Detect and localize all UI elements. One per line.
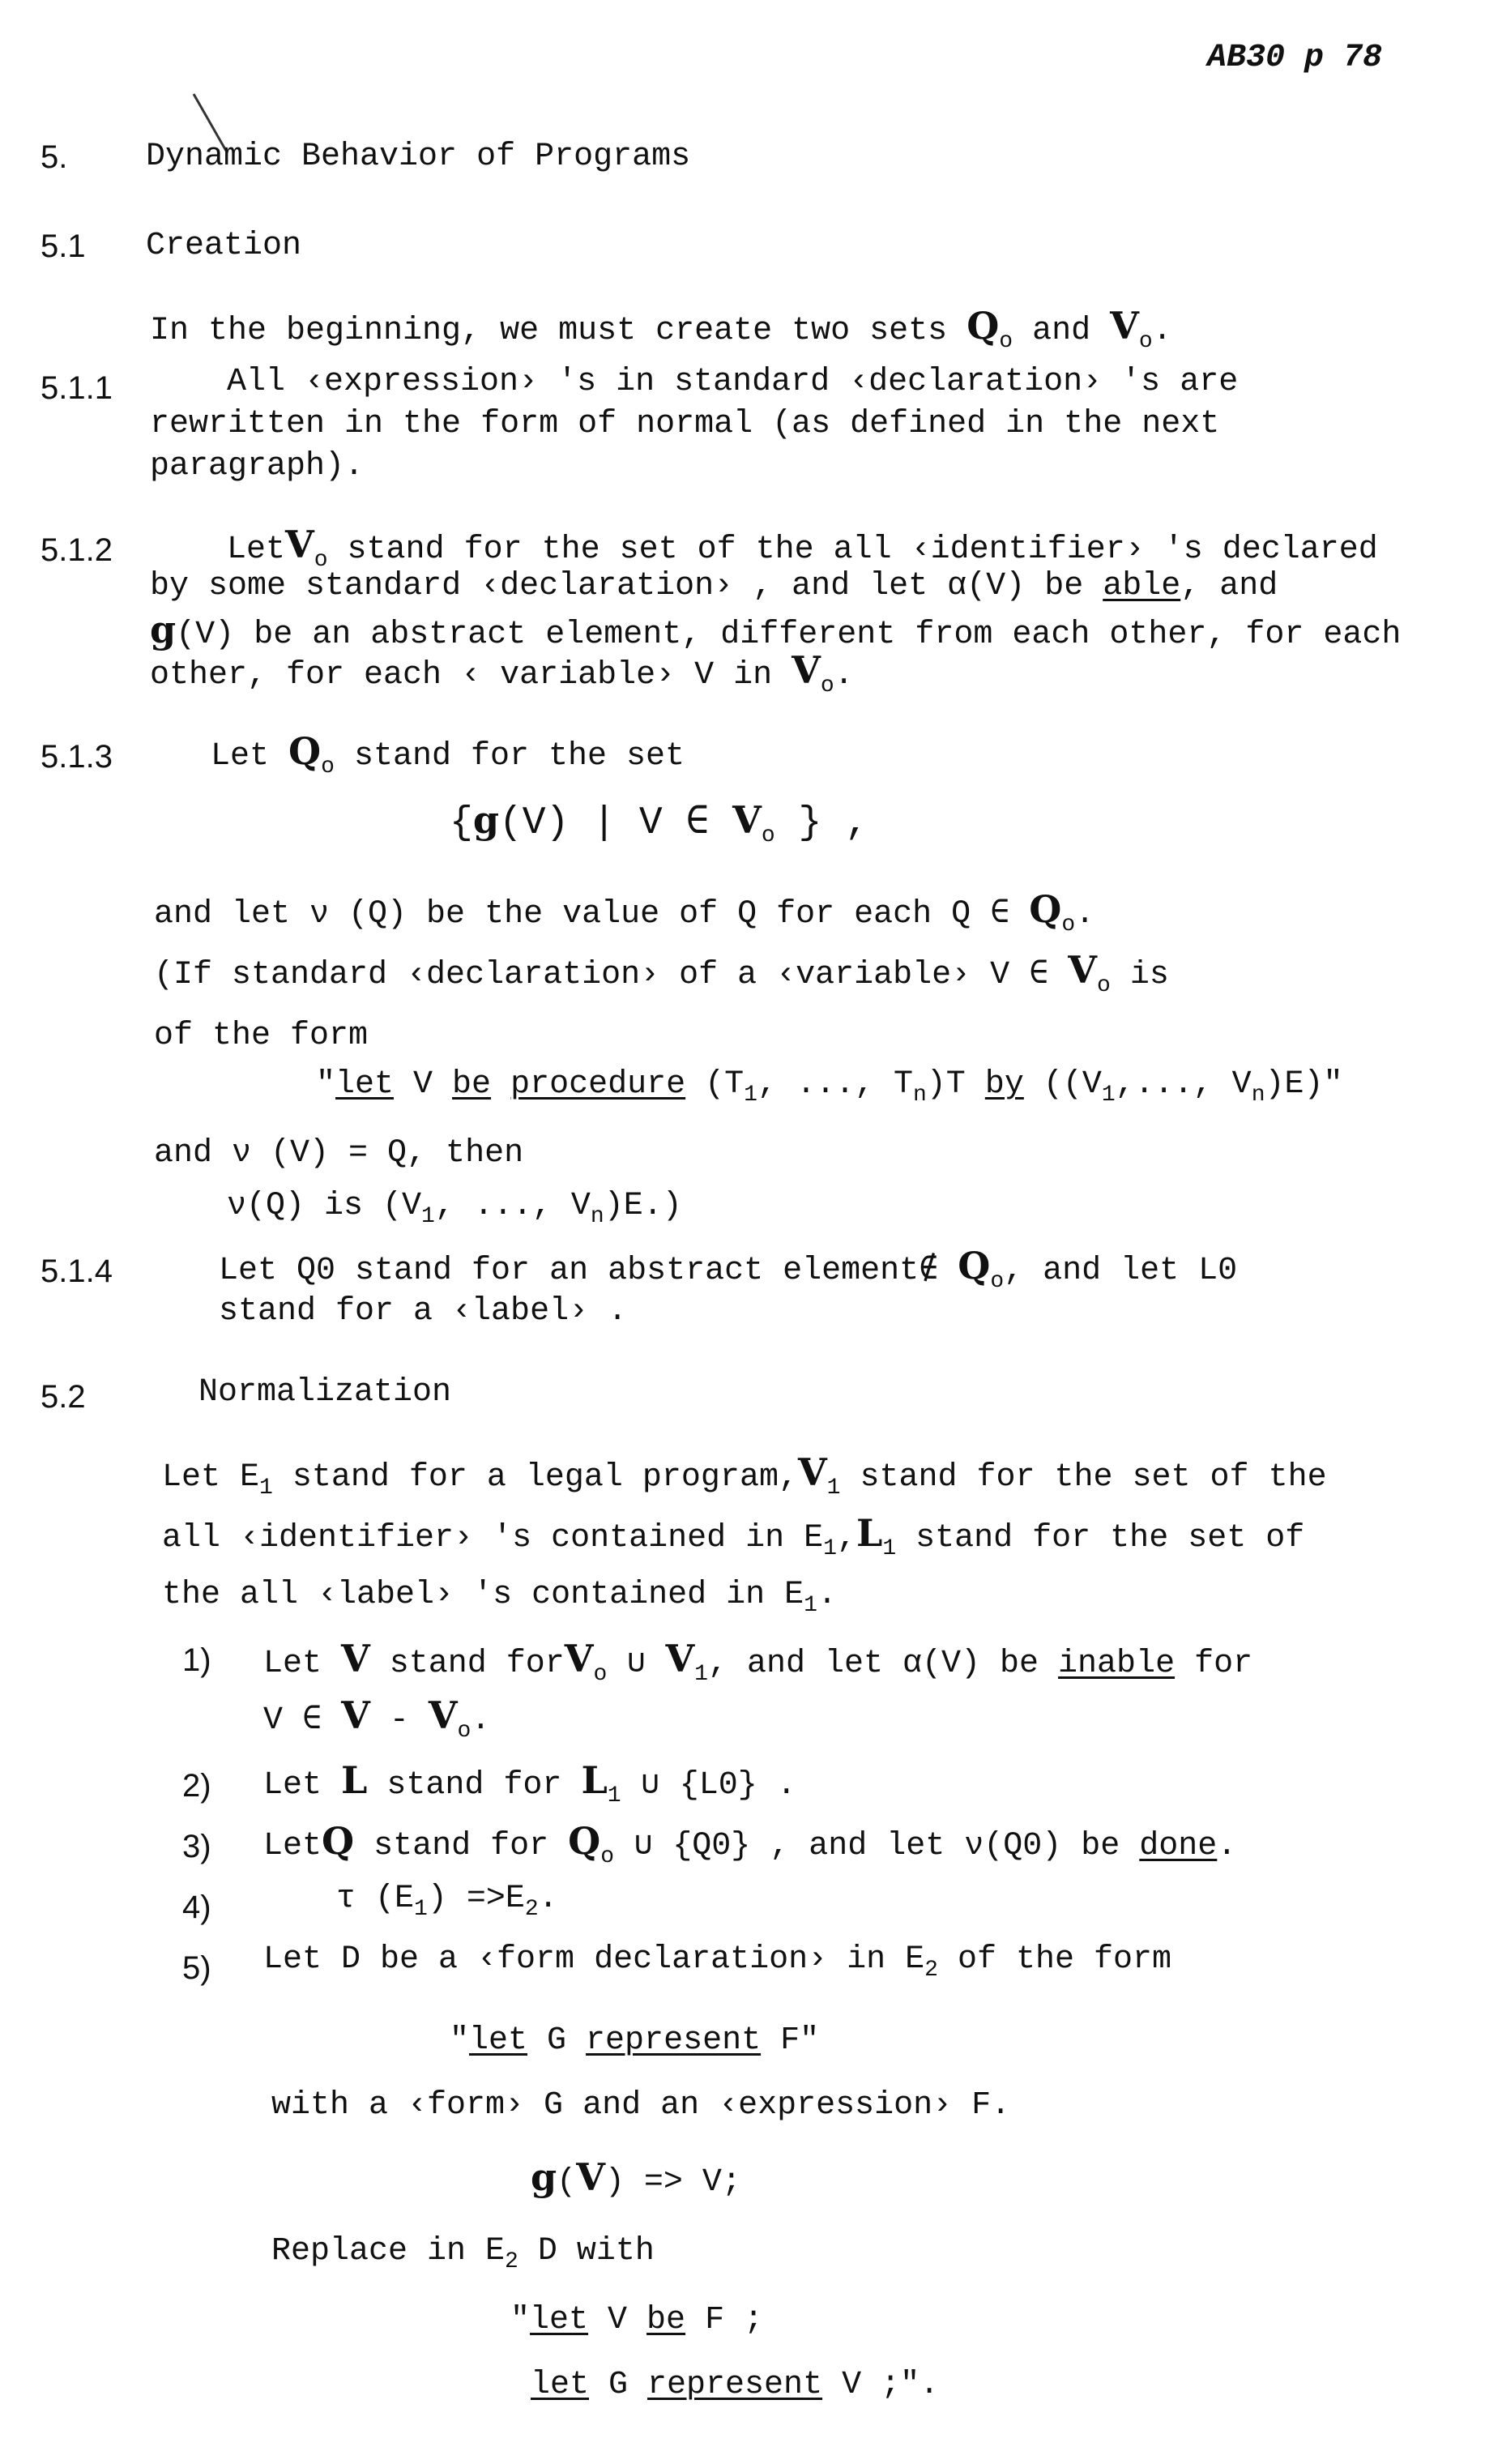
outline-V-symbol: V — [665, 1637, 695, 1680]
para-5-1-4-line-2: stand for a ‹label› . — [219, 1293, 628, 1330]
section-title-5-2: Normalization — [198, 1374, 452, 1411]
script-g-symbol: g — [472, 798, 499, 842]
para-5-2-line-1: Let $E_1$ stand for a legal $program,V_1$ stand for the set of the — [162, 1450, 1327, 1501]
item-2: Let L stand for $L_1$ ∪ {L0} . — [263, 1758, 796, 1808]
outline-V-symbol: V — [341, 1693, 370, 1737]
with-form-line: with a ‹form› G and an ‹expression› F. — [271, 2087, 1011, 2124]
para-5-1-3-line-2: and let ν (Q) be the value of Q for each Q ∈ $Q_o$. — [154, 887, 1095, 937]
para-5-1-2-line-3: g(V) be an abstract element, different from each other, for each — [150, 608, 1402, 653]
replacement-line-2: let G represent V ;". — [531, 2367, 940, 2403]
para-5-1-3-line-1: Let $Q_o$ stand for the set — [211, 729, 685, 779]
item-4: τ $(E_1) =>E_2$. — [336, 1881, 558, 1922]
g-maps-to-v: g(V) => V; — [531, 2155, 741, 2201]
script-g-symbol: g — [531, 2155, 557, 2199]
outline-V-symbol: V — [797, 1450, 827, 1494]
outline-V-symbol: V — [428, 1693, 458, 1737]
para-5-1-3-line-3: (If standard ‹declaration› of a ‹variable› V ∈ $V_o$ is — [154, 948, 1169, 998]
procedure-declaration-form: "let V be procedure ($T_1$, ..., $T_n)T$ by (($V_1$,..., $V_n)E$)" — [316, 1066, 1343, 1108]
para-5-1-2-line-1: LetV$_o$ stand for the set of the all ‹identifier› 's declared — [227, 523, 1378, 573]
outline-L-symbol: L — [341, 1758, 368, 1802]
able-underlined: able — [1103, 568, 1181, 604]
outline-V-symbol: V — [576, 2155, 605, 2199]
section-number-5: 5. — [41, 139, 68, 175]
outline-L-symbol: L — [581, 1758, 608, 1802]
para-5-1-1-line-2: rewritten in the form of normal (as defined in the next — [150, 406, 1220, 442]
outline-V-symbol: V — [732, 798, 762, 842]
section-title-5-1: Creation — [146, 228, 302, 264]
item-1-line-1: Let V stand forV$_o$ ∪ $V_1$, and let α(V) be inable for — [263, 1637, 1253, 1687]
outline-V-symbol: V — [341, 1637, 370, 1680]
page-reference: AB30 p 78 — [1207, 40, 1383, 76]
para-5-1-3-line-4: of the form — [154, 1018, 369, 1054]
outline-Q-symbol: Q — [1029, 887, 1062, 931]
section-number-5-1: 5.1 — [41, 228, 86, 264]
section-number-5-1-1: 5.1.1 — [41, 370, 113, 406]
creation-intro: In the beginning, we must create two sets $Q_o$ and $V_o$. — [150, 304, 1172, 354]
outline-V-symbol: V — [1068, 948, 1097, 992]
item-number-1: 1) — [182, 1642, 211, 1678]
item-number-5: 5) — [182, 1950, 211, 1986]
outline-Q-symbol: Q — [322, 1819, 355, 1863]
para-5-1-2-line-4: other, for each ‹ variable› V in $V_o$. — [150, 648, 854, 698]
outline-V-symbol: V — [1110, 304, 1139, 348]
item-number-4: 4) — [182, 1890, 211, 1925]
para-5-1-3-line-7: ν(Q) is ($V_1$, ..., $V_n)E$.) — [227, 1188, 682, 1229]
item-3: LetQ stand for $Q_o$ ∪ {Q0} , and let ν(Q0) be done. — [263, 1819, 1237, 1869]
para-5-2-line-2: all ‹identifier› 's contained in $E_1,L_1$ stand for the set of — [162, 1511, 1305, 1561]
replacement-line-1: "let V be F ; — [510, 2302, 764, 2338]
done-underlined: done — [1139, 1828, 1218, 1864]
outline-L-symbol: L — [856, 1511, 883, 1555]
para-5-1-3-line-6: and ν (V) = Q, then — [154, 1135, 524, 1172]
replace-line: Replace in $E_2$ D with — [271, 2233, 655, 2274]
para-5-1-4-line-1: Let Q0 stand for an abstract element∉ $Q_o$, and let L0 — [219, 1244, 1238, 1294]
para-5-1-1-line-1: All ‹expression› 's in standard ‹declaration› 's are — [227, 364, 1239, 400]
para-5-1-1-line-3: paragraph). — [150, 448, 365, 485]
section-number-5-2: 5.2 — [41, 1379, 86, 1415]
set-definition: {g(V) | V ∈ $V_o$ } , — [450, 798, 868, 848]
outline-Q-symbol: Q — [966, 304, 1000, 348]
section-title-5: Dynamic Behavior of Programs — [146, 139, 691, 175]
item-number-3: 3) — [182, 1829, 211, 1864]
outline-Q-symbol: Q — [958, 1244, 991, 1288]
inable-underlined: inable — [1058, 1646, 1176, 1682]
outline-Q-symbol: Q — [568, 1819, 601, 1863]
item-1-line-2: V ∈ V - $V_o$. — [263, 1693, 491, 1744]
outline-V-symbol: V — [285, 523, 314, 566]
form-declaration-quote: "let G represent F" — [450, 2022, 820, 2059]
outline-Q-symbol: Q — [288, 729, 322, 773]
script-g-symbol: g — [150, 608, 177, 651]
section-number-5-1-3: 5.1.3 — [41, 739, 113, 775]
para-5-2-line-3: the all ‹label› 's contained in $E_1$. — [162, 1577, 837, 1618]
outline-V-symbol: V — [564, 1637, 594, 1680]
section-number-5-1-2: 5.1.2 — [41, 532, 113, 568]
item-number-2: 2) — [182, 1768, 211, 1804]
section-number-5-1-4: 5.1.4 — [41, 1253, 113, 1289]
outline-V-symbol: V — [792, 648, 821, 692]
para-5-1-2-line-2: by some standard ‹declaration› , and let α(V) be able, and — [150, 568, 1278, 604]
item-5: Let D be a ‹form declaration› in $E_2$ of the form — [263, 1941, 1171, 1983]
